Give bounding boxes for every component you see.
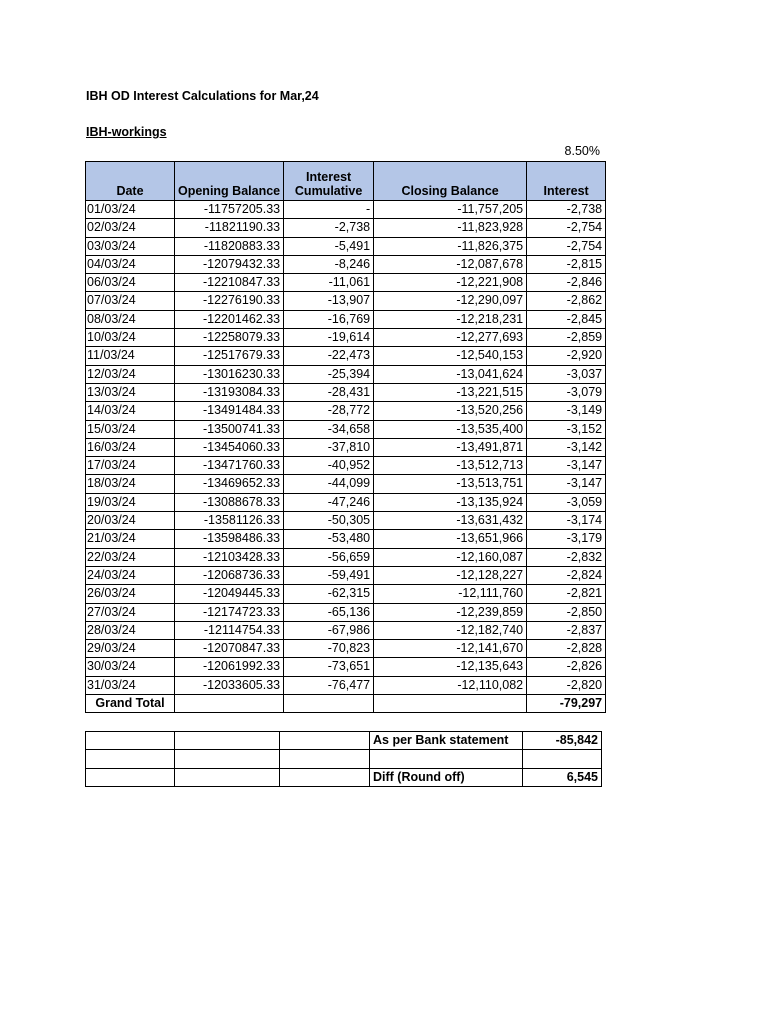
grand-total-label: Grand Total bbox=[86, 695, 175, 713]
cell-opening-balance: -12061992.33 bbox=[175, 658, 284, 676]
cell-closing-balance: -11,823,928 bbox=[374, 219, 527, 237]
cell-closing-balance: -12,160,087 bbox=[374, 548, 527, 566]
cell-interest: -2,832 bbox=[527, 548, 606, 566]
header-cumulative-line2: Cumulative bbox=[294, 184, 363, 198]
cell-date: 26/03/24 bbox=[86, 585, 175, 603]
cell-date: 19/03/24 bbox=[86, 493, 175, 511]
cell-interest: -3,059 bbox=[527, 493, 606, 511]
table-row bbox=[86, 383, 606, 401]
table-row bbox=[86, 438, 606, 456]
cell-interest-cumulative: -28,772 bbox=[284, 402, 374, 420]
cell-closing-balance: -12,141,670 bbox=[374, 640, 527, 658]
cell-interest-cumulative: -50,305 bbox=[284, 512, 374, 530]
cell-interest-cumulative: -34,658 bbox=[284, 420, 374, 438]
summary-table bbox=[85, 731, 602, 787]
header-date: Date bbox=[86, 162, 175, 201]
cell-interest-cumulative: -70,823 bbox=[284, 640, 374, 658]
header-closing-balance: Closing Balance bbox=[374, 162, 527, 201]
cell-interest: -2,846 bbox=[527, 274, 606, 292]
table-row bbox=[86, 493, 606, 511]
cell-interest: -2,862 bbox=[527, 292, 606, 310]
cell-interest-cumulative: -13,907 bbox=[284, 292, 374, 310]
cell-interest: -2,815 bbox=[527, 255, 606, 273]
interest-table bbox=[85, 161, 606, 713]
cell-closing-balance: -12,221,908 bbox=[374, 274, 527, 292]
cell-opening-balance: -13193084.33 bbox=[175, 383, 284, 401]
table-row bbox=[86, 585, 606, 603]
cell-opening-balance: -13500741.33 bbox=[175, 420, 284, 438]
cell-date: 29/03/24 bbox=[86, 640, 175, 658]
cell-interest-cumulative: -44,099 bbox=[284, 475, 374, 493]
cell-date: 11/03/24 bbox=[86, 347, 175, 365]
cell-opening-balance: -12103428.33 bbox=[175, 548, 284, 566]
cell-closing-balance: -13,631,432 bbox=[374, 512, 527, 530]
cell-opening-balance: -11821190.33 bbox=[175, 219, 284, 237]
cell-interest: -2,820 bbox=[527, 676, 606, 694]
cell-opening-balance: -12079432.33 bbox=[175, 255, 284, 273]
cell-date: 06/03/24 bbox=[86, 274, 175, 292]
table-row bbox=[86, 512, 606, 530]
cell-date: 28/03/24 bbox=[86, 621, 175, 639]
cell-date: 27/03/24 bbox=[86, 603, 175, 621]
cell-closing-balance: -11,757,205 bbox=[374, 201, 527, 219]
cell-interest-cumulative: -40,952 bbox=[284, 457, 374, 475]
cell-opening-balance: -12258079.33 bbox=[175, 329, 284, 347]
table-row bbox=[86, 255, 606, 273]
cell-date: 15/03/24 bbox=[86, 420, 175, 438]
cell-opening-balance: -12210847.33 bbox=[175, 274, 284, 292]
cell-interest: -2,826 bbox=[527, 658, 606, 676]
cell-interest: -2,824 bbox=[527, 566, 606, 584]
table-row bbox=[86, 292, 606, 310]
cell-interest: -2,828 bbox=[527, 640, 606, 658]
table-row bbox=[86, 310, 606, 328]
cell-date: 04/03/24 bbox=[86, 255, 175, 273]
header-cumulative-line1: Interest bbox=[306, 170, 352, 184]
cell-closing-balance: -13,535,400 bbox=[374, 420, 527, 438]
interest-rate: 8.50% bbox=[564, 144, 600, 158]
cell-interest: -3,179 bbox=[527, 530, 606, 548]
cell-closing-balance: -12,218,231 bbox=[374, 310, 527, 328]
cell-interest: -2,738 bbox=[527, 201, 606, 219]
cell-interest: -2,754 bbox=[527, 237, 606, 255]
bank-statement-row bbox=[86, 732, 602, 750]
cell-closing-balance: -12,239,859 bbox=[374, 603, 527, 621]
cell-interest-cumulative: -11,061 bbox=[284, 274, 374, 292]
cell-closing-balance: -13,512,713 bbox=[374, 457, 527, 475]
cell-date: 07/03/24 bbox=[86, 292, 175, 310]
cell-closing-balance: -13,520,256 bbox=[374, 402, 527, 420]
bank-statement-label: As per Bank statement bbox=[370, 732, 523, 750]
cell-date: 14/03/24 bbox=[86, 402, 175, 420]
cell-interest: -2,837 bbox=[527, 621, 606, 639]
table-row bbox=[86, 201, 606, 219]
cell-interest-cumulative: -59,491 bbox=[284, 566, 374, 584]
grand-total-row bbox=[86, 695, 606, 713]
cell-closing-balance: -12,277,693 bbox=[374, 329, 527, 347]
cell-interest-cumulative: -65,136 bbox=[284, 603, 374, 621]
cell-date: 12/03/24 bbox=[86, 365, 175, 383]
cell-opening-balance: -12114754.33 bbox=[175, 621, 284, 639]
cell-closing-balance: -12,290,097 bbox=[374, 292, 527, 310]
cell-closing-balance: -11,826,375 bbox=[374, 237, 527, 255]
cell-date: 03/03/24 bbox=[86, 237, 175, 255]
cell-opening-balance: -13016230.33 bbox=[175, 365, 284, 383]
cell-opening-balance: -12049445.33 bbox=[175, 585, 284, 603]
cell-closing-balance: -12,540,153 bbox=[374, 347, 527, 365]
cell-closing-balance: -12,110,082 bbox=[374, 676, 527, 694]
cell-opening-balance: -12068736.33 bbox=[175, 566, 284, 584]
cell-opening-balance: -12070847.33 bbox=[175, 640, 284, 658]
cell-interest: -2,859 bbox=[527, 329, 606, 347]
cell-interest: -2,920 bbox=[527, 347, 606, 365]
cell-opening-balance: -13491484.33 bbox=[175, 402, 284, 420]
cell-date: 08/03/24 bbox=[86, 310, 175, 328]
cell-opening-balance: -13469652.33 bbox=[175, 475, 284, 493]
cell-interest: -3,174 bbox=[527, 512, 606, 530]
cell-interest: -3,037 bbox=[527, 365, 606, 383]
table-row bbox=[86, 329, 606, 347]
sheet-title: IBH OD Interest Calculations for Mar,24 bbox=[86, 89, 319, 103]
table-row bbox=[86, 237, 606, 255]
cell-opening-balance: -13598486.33 bbox=[175, 530, 284, 548]
cell-interest-cumulative: -8,246 bbox=[284, 255, 374, 273]
cell-interest-cumulative: -53,480 bbox=[284, 530, 374, 548]
table-row bbox=[86, 274, 606, 292]
cell-interest-cumulative: -19,614 bbox=[284, 329, 374, 347]
cell-opening-balance: -11757205.33 bbox=[175, 201, 284, 219]
cell-interest-cumulative: -47,246 bbox=[284, 493, 374, 511]
header-interest: Interest bbox=[527, 162, 606, 201]
cell-interest-cumulative: -37,810 bbox=[284, 438, 374, 456]
diff-value: 6,545 bbox=[523, 768, 602, 786]
header-interest-cumulative bbox=[284, 162, 374, 201]
cell-interest-cumulative: -25,394 bbox=[284, 365, 374, 383]
cell-interest-cumulative: -28,431 bbox=[284, 383, 374, 401]
cell-interest-cumulative: -16,769 bbox=[284, 310, 374, 328]
cell-interest: -3,147 bbox=[527, 475, 606, 493]
grand-total-interest: -79,297 bbox=[527, 695, 606, 713]
diff-row bbox=[86, 768, 602, 786]
table-row bbox=[86, 658, 606, 676]
cell-date: 20/03/24 bbox=[86, 512, 175, 530]
cell-date: 13/03/24 bbox=[86, 383, 175, 401]
cell-interest: -2,845 bbox=[527, 310, 606, 328]
cell-opening-balance: -12201462.33 bbox=[175, 310, 284, 328]
cell-interest: -2,754 bbox=[527, 219, 606, 237]
cell-interest-cumulative: - bbox=[284, 201, 374, 219]
sheet-subtitle: IBH-workings bbox=[86, 125, 167, 139]
cell-date: 30/03/24 bbox=[86, 658, 175, 676]
table-row bbox=[86, 347, 606, 365]
cell-interest: -3,149 bbox=[527, 402, 606, 420]
table-row bbox=[86, 530, 606, 548]
cell-opening-balance: -13581126.33 bbox=[175, 512, 284, 530]
cell-closing-balance: -12,128,227 bbox=[374, 566, 527, 584]
table-row bbox=[86, 475, 606, 493]
cell-closing-balance: -13,651,966 bbox=[374, 530, 527, 548]
cell-interest: -3,142 bbox=[527, 438, 606, 456]
cell-interest-cumulative: -5,491 bbox=[284, 237, 374, 255]
cell-opening-balance: -13088678.33 bbox=[175, 493, 284, 511]
diff-label: Diff (Round off) bbox=[370, 768, 523, 786]
cell-closing-balance: -13,491,871 bbox=[374, 438, 527, 456]
cell-closing-balance: -12,135,643 bbox=[374, 658, 527, 676]
table-row bbox=[86, 420, 606, 438]
cell-closing-balance: -12,087,678 bbox=[374, 255, 527, 273]
cell-opening-balance: -12517679.33 bbox=[175, 347, 284, 365]
cell-closing-balance: -13,513,751 bbox=[374, 475, 527, 493]
table-row bbox=[86, 640, 606, 658]
table-row bbox=[86, 402, 606, 420]
cell-closing-balance: -13,221,515 bbox=[374, 383, 527, 401]
cell-closing-balance: -12,111,760 bbox=[374, 585, 527, 603]
cell-closing-balance: -13,041,624 bbox=[374, 365, 527, 383]
cell-interest-cumulative: -76,477 bbox=[284, 676, 374, 694]
table-row bbox=[86, 621, 606, 639]
cell-date: 24/03/24 bbox=[86, 566, 175, 584]
cell-interest: -2,850 bbox=[527, 603, 606, 621]
cell-date: 16/03/24 bbox=[86, 438, 175, 456]
cell-date: 31/03/24 bbox=[86, 676, 175, 694]
empty-row bbox=[86, 750, 602, 768]
cell-date: 10/03/24 bbox=[86, 329, 175, 347]
cell-interest: -2,821 bbox=[527, 585, 606, 603]
table-row bbox=[86, 219, 606, 237]
table-row bbox=[86, 548, 606, 566]
table-row bbox=[86, 603, 606, 621]
cell-opening-balance: -12174723.33 bbox=[175, 603, 284, 621]
table-row bbox=[86, 365, 606, 383]
cell-interest-cumulative: -56,659 bbox=[284, 548, 374, 566]
cell-interest-cumulative: -22,473 bbox=[284, 347, 374, 365]
header-opening-balance: Opening Balance bbox=[175, 162, 284, 201]
cell-interest-cumulative: -67,986 bbox=[284, 621, 374, 639]
table-row bbox=[86, 676, 606, 694]
bank-statement-value: -85,842 bbox=[523, 732, 602, 750]
cell-opening-balance: -13454060.33 bbox=[175, 438, 284, 456]
table-header-row bbox=[86, 162, 606, 201]
cell-date: 18/03/24 bbox=[86, 475, 175, 493]
cell-interest-cumulative: -62,315 bbox=[284, 585, 374, 603]
table-row bbox=[86, 566, 606, 584]
cell-interest-cumulative: -2,738 bbox=[284, 219, 374, 237]
cell-date: 22/03/24 bbox=[86, 548, 175, 566]
cell-opening-balance: -11820883.33 bbox=[175, 237, 284, 255]
cell-interest-cumulative: -73,651 bbox=[284, 658, 374, 676]
cell-date: 01/03/24 bbox=[86, 201, 175, 219]
cell-opening-balance: -12033605.33 bbox=[175, 676, 284, 694]
cell-opening-balance: -13471760.33 bbox=[175, 457, 284, 475]
cell-date: 21/03/24 bbox=[86, 530, 175, 548]
cell-closing-balance: -12,182,740 bbox=[374, 621, 527, 639]
cell-closing-balance: -13,135,924 bbox=[374, 493, 527, 511]
cell-interest: -3,152 bbox=[527, 420, 606, 438]
cell-date: 02/03/24 bbox=[86, 219, 175, 237]
table-row bbox=[86, 457, 606, 475]
cell-date: 17/03/24 bbox=[86, 457, 175, 475]
cell-opening-balance: -12276190.33 bbox=[175, 292, 284, 310]
cell-interest: -3,079 bbox=[527, 383, 606, 401]
cell-interest: -3,147 bbox=[527, 457, 606, 475]
